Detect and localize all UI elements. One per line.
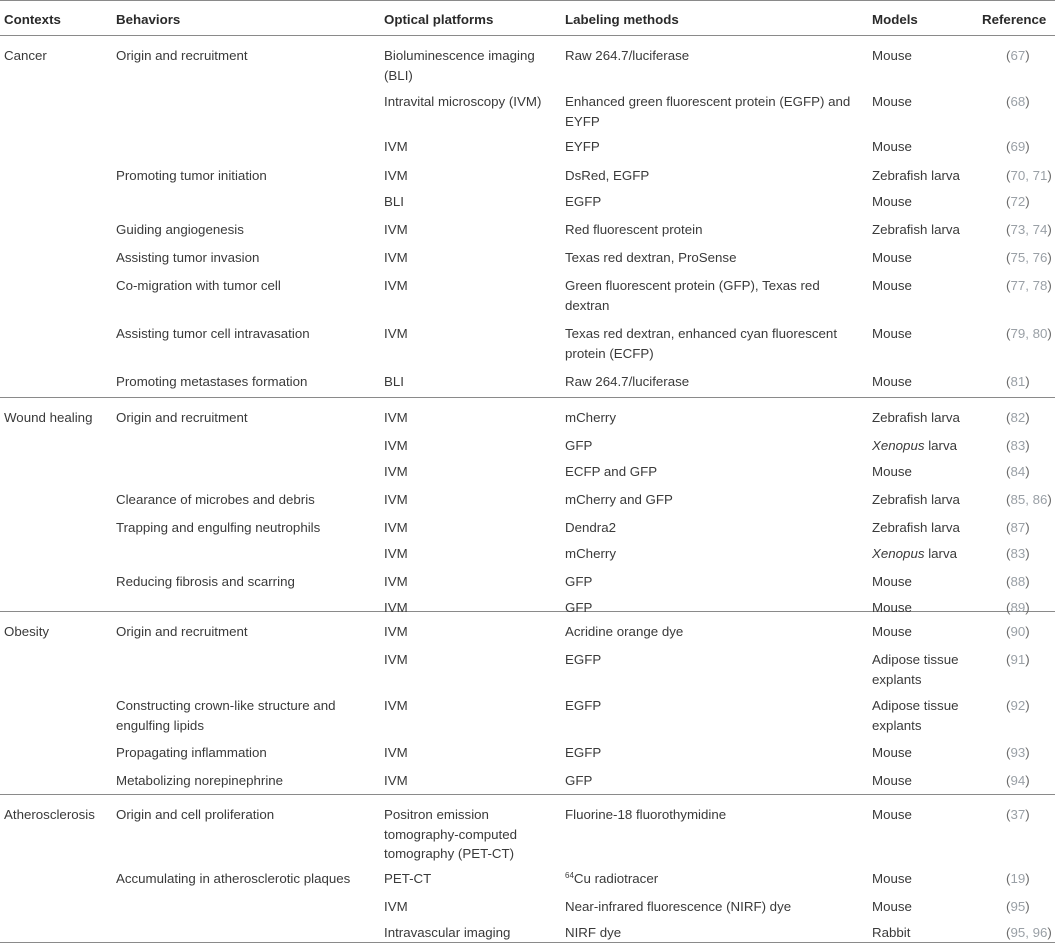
reference-number: 95 bbox=[1010, 899, 1026, 914]
reference-close-paren: ) bbox=[1047, 168, 1052, 183]
reference-number: 92 bbox=[1010, 698, 1026, 713]
reference-number: 87 bbox=[1010, 520, 1026, 535]
header-models: Models bbox=[872, 12, 918, 27]
labeling-method-cell bbox=[565, 220, 865, 240]
labeling-method-cell bbox=[565, 805, 865, 825]
optical-platform-cell: Bioluminescence imaging (BLI) bbox=[384, 48, 535, 83]
model-text: Zebrafish larva bbox=[872, 492, 960, 507]
reference-cell bbox=[1006, 490, 1055, 510]
reference-number: 83 bbox=[1010, 438, 1026, 453]
labeling-method-cell bbox=[565, 408, 865, 428]
reference-open-paren: ( bbox=[1006, 326, 1011, 341]
reference-close-paren: ) bbox=[1025, 438, 1030, 453]
reference-close-paren: ) bbox=[1025, 624, 1030, 639]
behavior-cell: Accumulating in atherosclerotic plaques bbox=[116, 871, 351, 886]
optical-platform-cell: IVM bbox=[384, 600, 408, 615]
optical-platform-cell: IVM bbox=[384, 624, 408, 639]
reference-number: 68 bbox=[1010, 94, 1026, 109]
reference-close-paren: ) bbox=[1025, 745, 1030, 760]
reference-number: 93 bbox=[1010, 745, 1026, 760]
model-cell bbox=[872, 276, 982, 296]
reference-number: 91 bbox=[1010, 652, 1026, 667]
labeling-method-cell bbox=[565, 372, 865, 392]
optical-platform-cell: IVM bbox=[384, 492, 408, 507]
labeling-method-cell bbox=[565, 897, 865, 917]
row-group-0 bbox=[0, 36, 1055, 398]
reference-close-paren: ) bbox=[1025, 374, 1030, 389]
labeling-method-text: EYFP bbox=[565, 139, 600, 154]
model-cell bbox=[872, 408, 982, 428]
reference-close-paren: ) bbox=[1025, 48, 1030, 63]
behavior-cell: Origin and recruitment bbox=[116, 624, 248, 639]
model-cell bbox=[872, 897, 982, 917]
reference-number: 70, 71 bbox=[1010, 168, 1048, 183]
reference-number: 89 bbox=[1010, 600, 1026, 615]
reference-open-paren: ( bbox=[1006, 899, 1011, 914]
labeling-method-text: GFP bbox=[565, 438, 593, 453]
labeling-method-cell bbox=[565, 137, 865, 157]
reference-cell bbox=[1006, 166, 1055, 186]
reference-cell bbox=[1006, 276, 1055, 296]
optical-platform-cell: IVM bbox=[384, 250, 408, 265]
optical-platform-cell: IVM bbox=[384, 139, 408, 154]
labeling-method-text: EGFP bbox=[565, 652, 602, 667]
model-text: Zebrafish larva bbox=[872, 168, 960, 183]
reference-open-paren: ( bbox=[1006, 194, 1011, 209]
model-text: Adipose tissue explants bbox=[872, 652, 959, 687]
reference-close-paren: ) bbox=[1047, 925, 1052, 940]
model-cell bbox=[872, 490, 982, 510]
reference-cell bbox=[1006, 248, 1055, 268]
labeling-method-text: Fluorine-18 fluorothymidine bbox=[565, 807, 727, 822]
labeling-method-text: Green fluorescent protein (GFP), Texas red dextran bbox=[565, 278, 820, 313]
reference-close-paren: ) bbox=[1025, 546, 1030, 561]
reference-open-paren: ( bbox=[1006, 48, 1011, 63]
reference-number: 19 bbox=[1010, 871, 1026, 886]
model-text: Mouse bbox=[872, 94, 912, 109]
model-cell bbox=[872, 372, 982, 392]
reference-number: 72 bbox=[1010, 194, 1026, 209]
optical-platform-cell: IVM bbox=[384, 464, 408, 479]
labeling-method-text: GFP bbox=[565, 574, 593, 589]
reference-number: 94 bbox=[1010, 773, 1026, 788]
behavior-cell: Trapping and engulfing neutrophils bbox=[116, 520, 321, 535]
reference-open-paren: ( bbox=[1006, 773, 1011, 788]
reference-cell bbox=[1006, 92, 1055, 112]
labeling-method-text: Texas red dextran, enhanced cyan fluorescent protein (ECFP) bbox=[565, 326, 838, 361]
labeling-method-cell bbox=[565, 166, 865, 186]
labeling-method-cell bbox=[565, 46, 865, 66]
labeling-method-cell bbox=[565, 622, 865, 642]
reference-close-paren: ) bbox=[1025, 410, 1030, 425]
model-text: Mouse bbox=[872, 326, 912, 341]
model-text: Mouse bbox=[872, 278, 912, 293]
labeling-method-text: Acridine orange dye bbox=[565, 624, 684, 639]
reference-number: 37 bbox=[1010, 807, 1026, 822]
labeling-method-cell bbox=[565, 743, 865, 763]
header-reference: Reference bbox=[982, 12, 1047, 27]
reference-number: 84 bbox=[1010, 464, 1026, 479]
reference-open-paren: ( bbox=[1006, 492, 1011, 507]
model-text: Rabbit bbox=[872, 925, 911, 940]
labeling-method-text: DsRed, EGFP bbox=[565, 168, 650, 183]
behavior-cell: Origin and recruitment bbox=[116, 410, 248, 425]
reference-cell bbox=[1006, 771, 1055, 791]
labeling-method-cell bbox=[565, 869, 865, 889]
reference-open-paren: ( bbox=[1006, 250, 1011, 265]
behavior-cell: Origin and recruitment bbox=[116, 48, 248, 63]
context-label: Obesity bbox=[4, 624, 50, 639]
behavior-cell: Guiding angiogenesis bbox=[116, 222, 244, 237]
labeling-method-cell bbox=[565, 276, 865, 315]
reference-number: 81 bbox=[1010, 374, 1026, 389]
model-text: Mouse bbox=[872, 250, 912, 265]
row-group-1 bbox=[0, 398, 1055, 615]
header-behaviors: Behaviors bbox=[116, 12, 181, 27]
labeling-method-text: mCherry bbox=[565, 410, 616, 425]
model-text: larva bbox=[924, 438, 958, 453]
reference-cell bbox=[1006, 137, 1055, 157]
optical-platform-cell: BLI bbox=[384, 374, 404, 389]
reference-close-paren: ) bbox=[1047, 278, 1052, 293]
reference-open-paren: ( bbox=[1006, 410, 1011, 425]
optical-platform-cell: Positron emission tomography-computed tomography (PET-CT) bbox=[384, 807, 518, 861]
reference-number: 75, 76 bbox=[1010, 250, 1048, 265]
optical-platform-cell: BLI bbox=[384, 194, 404, 209]
model-text: Mouse bbox=[872, 745, 912, 760]
row-group-3 bbox=[0, 795, 1055, 943]
model-text: Mouse bbox=[872, 624, 912, 639]
model-cell bbox=[872, 166, 982, 186]
optical-platform-cell: IVM bbox=[384, 222, 408, 237]
model-cell bbox=[872, 436, 982, 456]
reference-close-paren: ) bbox=[1025, 464, 1030, 479]
labeling-method-text: GFP bbox=[565, 773, 593, 788]
reference-close-paren: ) bbox=[1025, 520, 1030, 535]
reference-number: 79, 80 bbox=[1010, 326, 1048, 341]
labeling-method-cell bbox=[565, 436, 865, 456]
reference-open-paren: ( bbox=[1006, 600, 1011, 615]
behavior-cell: Propagating inflammation bbox=[116, 745, 267, 760]
optical-platform-cell: IVM bbox=[384, 745, 408, 760]
labeling-method-text: EGFP bbox=[565, 194, 602, 209]
reference-close-paren: ) bbox=[1025, 698, 1030, 713]
model-text: Mouse bbox=[872, 194, 912, 209]
reference-open-paren: ( bbox=[1006, 438, 1011, 453]
reference-cell bbox=[1006, 696, 1055, 716]
model-text: Zebrafish larva bbox=[872, 410, 960, 425]
labeling-method-cell bbox=[565, 771, 865, 791]
header-labeling-methods: Labeling methods bbox=[565, 12, 679, 27]
labeling-method-cell bbox=[565, 462, 865, 482]
reference-close-paren: ) bbox=[1025, 194, 1030, 209]
model-text: Mouse bbox=[872, 574, 912, 589]
header-contexts: Contexts bbox=[4, 12, 61, 27]
model-genus: Xenopus bbox=[872, 438, 925, 453]
labeling-method-text: mCherry bbox=[565, 546, 616, 561]
optical-platform-cell: IVM bbox=[384, 438, 408, 453]
behavior-cell: Clearance of microbes and debris bbox=[116, 492, 315, 507]
model-cell bbox=[872, 696, 982, 735]
reference-close-paren: ) bbox=[1047, 222, 1052, 237]
reference-number: 77, 78 bbox=[1010, 278, 1048, 293]
model-text: Mouse bbox=[872, 600, 912, 615]
model-cell bbox=[872, 544, 982, 564]
reference-cell bbox=[1006, 518, 1055, 538]
optical-platform-cell: Intravascular imaging bbox=[384, 925, 511, 940]
reference-close-paren: ) bbox=[1047, 326, 1052, 341]
model-text: Mouse bbox=[872, 48, 912, 63]
reference-close-paren: ) bbox=[1025, 94, 1030, 109]
labeling-method-text: Dendra2 bbox=[565, 520, 617, 535]
model-genus: Xenopus bbox=[872, 546, 925, 561]
reference-open-paren: ( bbox=[1006, 624, 1011, 639]
reference-open-paren: ( bbox=[1006, 871, 1011, 886]
reference-open-paren: ( bbox=[1006, 652, 1011, 667]
labeling-method-text: GFP bbox=[565, 600, 593, 615]
optical-platform-cell: IVM bbox=[384, 773, 408, 788]
model-text: Mouse bbox=[872, 899, 912, 914]
model-cell bbox=[872, 650, 982, 689]
optical-platform-cell: PET-CT bbox=[384, 871, 432, 886]
model-cell bbox=[872, 743, 982, 763]
model-cell bbox=[872, 192, 982, 212]
context-label: Wound healing bbox=[4, 410, 93, 425]
model-text: Mouse bbox=[872, 871, 912, 886]
labeling-method-text: Red fluorescent protein bbox=[565, 222, 703, 237]
behavior-cell: Origin and cell proliferation bbox=[116, 807, 275, 822]
labeling-method-text: Texas red dextran, ProSense bbox=[565, 250, 737, 265]
model-text: Mouse bbox=[872, 464, 912, 479]
labeling-method-text: EGFP bbox=[565, 745, 602, 760]
model-cell bbox=[872, 518, 982, 538]
isotope-superscript: 64 bbox=[565, 871, 574, 880]
reference-close-paren: ) bbox=[1047, 492, 1052, 507]
optical-platform-cell: IVM bbox=[384, 410, 408, 425]
reference-cell bbox=[1006, 650, 1055, 670]
reference-cell bbox=[1006, 462, 1055, 482]
labeling-method-cell bbox=[565, 923, 865, 943]
reference-close-paren: ) bbox=[1025, 652, 1030, 667]
labeling-method-cell bbox=[565, 544, 865, 564]
model-cell bbox=[872, 869, 982, 889]
behavior-cell: Assisting tumor invasion bbox=[116, 250, 260, 265]
behavior-cell: Promoting tumor initiation bbox=[116, 168, 267, 183]
optical-platform-cell: IVM bbox=[384, 520, 408, 535]
reference-close-paren: ) bbox=[1025, 574, 1030, 589]
optical-platform-cell: IVM bbox=[384, 278, 408, 293]
labeling-method-cell bbox=[565, 324, 865, 363]
context-label: Atherosclerosis bbox=[4, 807, 95, 822]
reference-open-paren: ( bbox=[1006, 807, 1011, 822]
optical-platform-cell: IVM bbox=[384, 652, 408, 667]
reference-number: 69 bbox=[1010, 139, 1026, 154]
labeling-method-cell bbox=[565, 696, 865, 716]
optical-platform-cell: Intravital microscopy (IVM) bbox=[384, 94, 542, 109]
behavior-cell: Promoting metastases formation bbox=[116, 374, 308, 389]
optical-platform-cell: IVM bbox=[384, 574, 408, 589]
reference-number: 88 bbox=[1010, 574, 1026, 589]
reference-number: 83 bbox=[1010, 546, 1026, 561]
reference-close-paren: ) bbox=[1025, 600, 1030, 615]
labeling-method-cell bbox=[565, 572, 865, 592]
model-cell bbox=[872, 248, 982, 268]
reference-cell bbox=[1006, 923, 1055, 943]
header-optical-platforms: Optical platforms bbox=[384, 12, 494, 27]
reference-open-paren: ( bbox=[1006, 546, 1011, 561]
labeling-method-text: EGFP bbox=[565, 698, 602, 713]
reference-number: 95, 96 bbox=[1010, 925, 1048, 940]
reference-open-paren: ( bbox=[1006, 139, 1011, 154]
table-header bbox=[0, 0, 1055, 36]
reference-cell bbox=[1006, 436, 1055, 456]
reference-cell bbox=[1006, 544, 1055, 564]
labeling-method-text: Enhanced green fluorescent protein (EGFP) and EYFP bbox=[565, 94, 851, 129]
behavior-cell: Assisting tumor cell intravasation bbox=[116, 326, 310, 341]
model-cell bbox=[872, 923, 982, 943]
reference-close-paren: ) bbox=[1025, 899, 1030, 914]
reference-close-paren: ) bbox=[1025, 773, 1030, 788]
labeling-method-cell bbox=[565, 650, 865, 670]
reference-cell bbox=[1006, 572, 1055, 592]
reference-open-paren: ( bbox=[1006, 698, 1011, 713]
model-cell bbox=[872, 771, 982, 791]
labeling-method-cell bbox=[565, 490, 865, 510]
reference-open-paren: ( bbox=[1006, 94, 1011, 109]
behavior-cell: Constructing crown-like structure and engulfing lipids bbox=[116, 698, 336, 733]
model-cell bbox=[872, 462, 982, 482]
reference-open-paren: ( bbox=[1006, 374, 1011, 389]
optical-platform-cell: IVM bbox=[384, 899, 408, 914]
reference-cell bbox=[1006, 869, 1055, 889]
reference-close-paren: ) bbox=[1025, 807, 1030, 822]
reference-cell bbox=[1006, 805, 1055, 825]
labeling-method-text: Raw 264.7/luciferase bbox=[565, 48, 690, 63]
reference-cell bbox=[1006, 220, 1055, 240]
reference-cell bbox=[1006, 372, 1055, 392]
reference-close-paren: ) bbox=[1047, 250, 1052, 265]
behavior-cell: Metabolizing norepinephrine bbox=[116, 773, 284, 788]
reference-close-paren: ) bbox=[1025, 139, 1030, 154]
reference-open-paren: ( bbox=[1006, 222, 1011, 237]
reference-cell bbox=[1006, 192, 1055, 212]
labeling-method-cell bbox=[565, 248, 865, 268]
reference-number: 67 bbox=[1010, 48, 1026, 63]
labeling-method-cell bbox=[565, 518, 865, 538]
behavior-cell: Reducing fibrosis and scarring bbox=[116, 574, 295, 589]
optical-platform-cell: IVM bbox=[384, 168, 408, 183]
reference-cell bbox=[1006, 897, 1055, 917]
reference-cell bbox=[1006, 408, 1055, 428]
labeling-method-cell bbox=[565, 92, 865, 131]
reference-close-paren: ) bbox=[1025, 871, 1030, 886]
optical-platform-cell: IVM bbox=[384, 698, 408, 713]
model-cell bbox=[872, 92, 982, 112]
reference-open-paren: ( bbox=[1006, 574, 1011, 589]
reference-open-paren: ( bbox=[1006, 278, 1011, 293]
reference-open-paren: ( bbox=[1006, 168, 1011, 183]
model-cell bbox=[872, 137, 982, 157]
reference-number: 85, 86 bbox=[1010, 492, 1048, 507]
reference-open-paren: ( bbox=[1006, 745, 1011, 760]
row-group-2 bbox=[0, 612, 1055, 795]
context-label: Cancer bbox=[4, 48, 47, 63]
labeling-method-text: Cu radiotracer bbox=[573, 871, 659, 886]
model-text: Adipose tissue explants bbox=[872, 698, 959, 733]
model-text: larva bbox=[924, 546, 958, 561]
optical-platform-cell: IVM bbox=[384, 326, 408, 341]
model-text: Mouse bbox=[872, 374, 912, 389]
labeling-method-text: NIRF dye bbox=[565, 925, 622, 940]
labeling-method-text: Raw 264.7/luciferase bbox=[565, 374, 690, 389]
model-text: Mouse bbox=[872, 139, 912, 154]
labeling-method-text: Near-infrared fluorescence (NIRF) dye bbox=[565, 899, 792, 914]
optical-platform-cell: IVM bbox=[384, 546, 408, 561]
reference-open-paren: ( bbox=[1006, 520, 1011, 535]
reference-cell bbox=[1006, 46, 1055, 66]
model-text: Zebrafish larva bbox=[872, 222, 960, 237]
model-cell bbox=[872, 622, 982, 642]
reference-number: 82 bbox=[1010, 410, 1026, 425]
labeling-method-text: ECFP and GFP bbox=[565, 464, 658, 479]
labeling-method-text: mCherry and GFP bbox=[565, 492, 673, 507]
behavior-cell: Co-migration with tumor cell bbox=[116, 278, 281, 293]
model-cell bbox=[872, 324, 982, 344]
model-text: Mouse bbox=[872, 807, 912, 822]
reference-cell bbox=[1006, 622, 1055, 642]
reference-number: 73, 74 bbox=[1010, 222, 1048, 237]
model-cell bbox=[872, 572, 982, 592]
reference-cell bbox=[1006, 743, 1055, 763]
model-text: Zebrafish larva bbox=[872, 520, 960, 535]
model-cell bbox=[872, 805, 982, 825]
model-cell bbox=[872, 220, 982, 240]
model-cell bbox=[872, 46, 982, 66]
model-text: Mouse bbox=[872, 773, 912, 788]
labeling-method-cell bbox=[565, 192, 865, 212]
reference-number: 90 bbox=[1010, 624, 1026, 639]
reference-open-paren: ( bbox=[1006, 464, 1011, 479]
reference-cell bbox=[1006, 324, 1055, 344]
reference-open-paren: ( bbox=[1006, 925, 1011, 940]
